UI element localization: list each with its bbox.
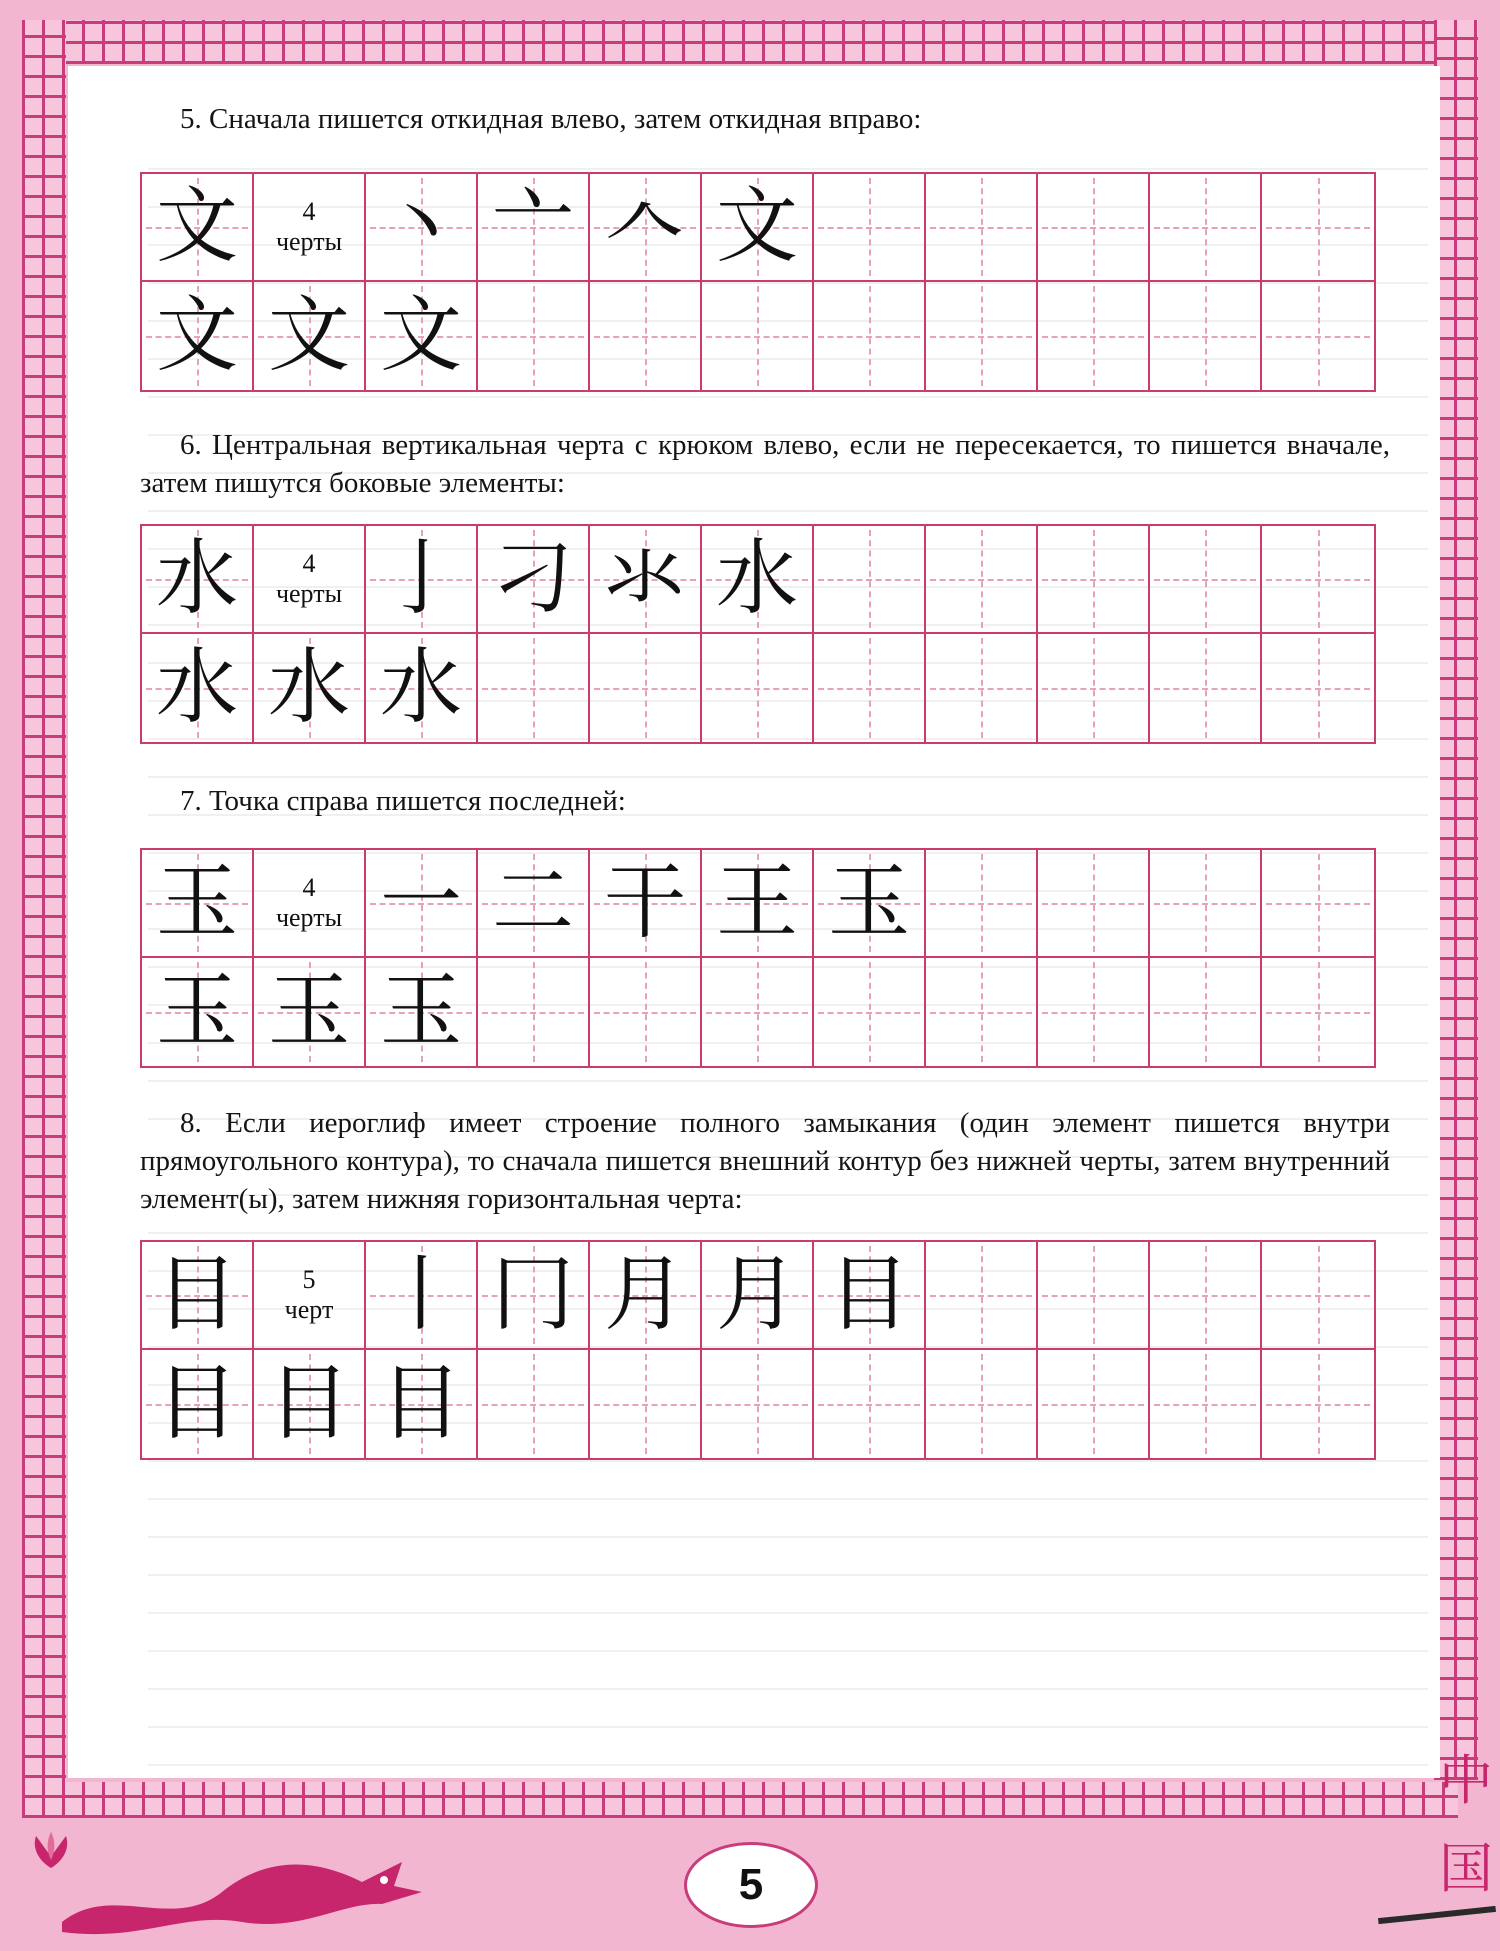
practice-cell	[254, 634, 366, 742]
practice-cell	[142, 1350, 254, 1458]
practice-cell	[1262, 958, 1374, 1066]
practice-cell	[1150, 1242, 1262, 1350]
practice-cell	[814, 1242, 926, 1350]
practice-cell	[814, 958, 926, 1066]
decorative-border-top	[22, 20, 1478, 64]
hanzi-character: 月	[715, 1247, 798, 1342]
hanzi-character: 目	[379, 1356, 462, 1451]
stroke-count-number: 4	[302, 873, 316, 902]
practice-cell	[366, 1350, 478, 1458]
practice-grid	[140, 524, 1376, 744]
practice-cell	[1262, 1350, 1374, 1458]
practice-cell	[702, 634, 814, 742]
hanzi-character: 王	[715, 855, 798, 950]
practice-cell	[1150, 526, 1262, 634]
practice-cell	[478, 1242, 590, 1350]
practice-cell	[590, 1350, 702, 1458]
hanzi-character: 目	[267, 1356, 350, 1451]
practice-cell	[1262, 1242, 1374, 1350]
hanzi-character: 二	[491, 855, 574, 950]
practice-cell	[702, 1350, 814, 1458]
stroke-count-cell	[254, 174, 366, 282]
dragon-icon	[22, 1822, 442, 1942]
practice-cell	[926, 1242, 1038, 1350]
practice-cell	[1262, 850, 1374, 958]
side-character-zhong: 中	[1439, 1749, 1493, 1812]
section-7	[140, 782, 1390, 1072]
practice-cell	[1038, 634, 1150, 742]
hanzi-character: 亠	[491, 179, 574, 274]
practice-cell	[366, 282, 478, 390]
practice-cell	[1038, 526, 1150, 634]
practice-cell	[926, 634, 1038, 742]
hanzi-character: 刁	[491, 531, 574, 626]
practice-cell	[366, 634, 478, 742]
practice-cell	[1038, 1242, 1150, 1350]
practice-cell	[142, 1242, 254, 1350]
decorative-border-right	[1434, 20, 1478, 1780]
practice-grid	[140, 172, 1376, 392]
practice-cell	[702, 526, 814, 634]
section-6	[140, 426, 1390, 756]
hanzi-character: 文	[155, 179, 238, 274]
practice-cell	[1038, 850, 1150, 958]
practice-cell	[1262, 282, 1374, 390]
practice-cell	[590, 850, 702, 958]
hanzi-character: 水	[155, 531, 238, 626]
practice-cell	[366, 850, 478, 958]
hanzi-character: 文	[155, 288, 238, 383]
practice-cell	[142, 526, 254, 634]
hanzi-character: 水	[715, 531, 798, 626]
practice-cell	[478, 282, 590, 390]
stroke-count-number: 4	[302, 549, 316, 578]
page-number: 5	[684, 1842, 818, 1928]
practice-cell	[478, 526, 590, 634]
hanzi-character: 𠆢	[603, 179, 686, 274]
hanzi-character: 文	[379, 288, 462, 383]
stroke-count-number: 4	[302, 197, 316, 226]
stroke-count-cell	[254, 1242, 366, 1350]
practice-cell	[366, 526, 478, 634]
practice-cell	[478, 850, 590, 958]
practice-cell	[142, 282, 254, 390]
stroke-count-label: черты	[275, 227, 343, 256]
practice-cell	[1038, 1350, 1150, 1458]
practice-cell	[702, 958, 814, 1066]
practice-cell	[926, 526, 1038, 634]
practice-cell	[142, 850, 254, 958]
hanzi-character: 丨	[379, 1247, 462, 1342]
stroke-count-cell	[254, 526, 366, 634]
practice-cell	[590, 958, 702, 1066]
practice-cell	[814, 282, 926, 390]
hanzi-character: 文	[715, 179, 798, 274]
practice-cell	[590, 174, 702, 282]
side-character-guo: 国	[1439, 1837, 1493, 1900]
practice-cell	[1038, 958, 1150, 1066]
practice-cell	[1262, 174, 1374, 282]
hanzi-character: 玉	[155, 964, 238, 1059]
practice-cell	[366, 958, 478, 1066]
practice-cell	[926, 850, 1038, 958]
section-heading: 5. Сначала пишется откидная влево, затем откидная вправо:	[180, 103, 922, 135]
practice-cell	[590, 1242, 702, 1350]
practice-cell	[590, 634, 702, 742]
hanzi-character: 目	[155, 1247, 238, 1342]
practice-cell	[1038, 174, 1150, 282]
hanzi-character: 干	[603, 855, 686, 950]
hanzi-character: 亅	[379, 531, 462, 626]
hanzi-character: 丶	[379, 179, 462, 274]
section-heading: 6. Центральная вертикальная черта с крюком влево, если не пересекается, то пишется вначале, затем пишутся боковые элементы:	[140, 429, 1390, 499]
practice-cell	[1262, 526, 1374, 634]
section-8	[140, 1104, 1390, 1474]
practice-cell	[926, 174, 1038, 282]
practice-cell	[366, 174, 478, 282]
practice-grid	[140, 848, 1376, 1068]
hanzi-character: 氺	[603, 531, 686, 626]
practice-cell	[254, 282, 366, 390]
practice-cell	[142, 174, 254, 282]
practice-cell	[478, 634, 590, 742]
stroke-count-number: 5	[302, 1265, 316, 1294]
practice-cell	[478, 174, 590, 282]
practice-cell	[702, 174, 814, 282]
practice-grid	[140, 1240, 1376, 1460]
hanzi-character: 目	[155, 1356, 238, 1451]
hanzi-character: 水	[155, 640, 238, 735]
hanzi-character: 月	[603, 1247, 686, 1342]
practice-cell	[142, 634, 254, 742]
hanzi-character: 玉	[379, 964, 462, 1059]
brush-icon	[1378, 1906, 1496, 1924]
practice-cell	[926, 1350, 1038, 1458]
practice-cell	[1150, 1350, 1262, 1458]
practice-cell	[814, 1350, 926, 1458]
stroke-count-cell	[254, 850, 366, 958]
practice-cell	[590, 526, 702, 634]
practice-cell	[1038, 282, 1150, 390]
practice-cell	[814, 850, 926, 958]
lotus-icon	[28, 1830, 74, 1870]
stroke-count-label: черты	[275, 579, 343, 608]
practice-cell	[254, 958, 366, 1066]
practice-cell	[814, 526, 926, 634]
hanzi-character: 水	[379, 640, 462, 735]
hanzi-character: 冂	[491, 1247, 574, 1342]
practice-cell	[1150, 282, 1262, 390]
practice-cell	[142, 958, 254, 1066]
decorative-border-bottom	[22, 1782, 1458, 1818]
practice-cell	[478, 958, 590, 1066]
practice-cell	[478, 1350, 590, 1458]
practice-cell	[366, 1242, 478, 1350]
practice-cell	[926, 958, 1038, 1066]
practice-cell	[702, 850, 814, 958]
practice-cell	[814, 634, 926, 742]
hanzi-character: 一	[379, 855, 462, 950]
practice-cell	[1262, 634, 1374, 742]
practice-cell	[1150, 958, 1262, 1066]
hanzi-character: 目	[827, 1247, 910, 1342]
stroke-count-label: черты	[275, 903, 343, 932]
stroke-count-label: черт	[284, 1295, 334, 1324]
practice-cell	[1150, 634, 1262, 742]
practice-cell	[254, 1350, 366, 1458]
hanzi-character: 玉	[155, 855, 238, 950]
practice-cell	[590, 282, 702, 390]
hanzi-character: 玉	[267, 964, 350, 1059]
section-5	[140, 100, 1390, 400]
practice-cell	[702, 1242, 814, 1350]
decorative-border-left	[22, 20, 66, 1818]
practice-cell	[926, 282, 1038, 390]
section-heading: 7. Точка справа пишется последней:	[180, 785, 626, 817]
hanzi-character: 水	[267, 640, 350, 735]
hanzi-character: 文	[267, 288, 350, 383]
practice-cell	[1150, 174, 1262, 282]
section-heading: 8. Если иероглиф имеет строение полного замыкания (один элемент пишется внутри прямоугольного контура), то сначала пишется внешний контур без нижней черты, затем внутренний элемент(ы), затем нижняя горизонтальная черта:	[140, 1107, 1390, 1215]
practice-cell	[1150, 850, 1262, 958]
practice-cell	[814, 174, 926, 282]
hanzi-character: 玉	[827, 855, 910, 950]
practice-cell	[702, 282, 814, 390]
